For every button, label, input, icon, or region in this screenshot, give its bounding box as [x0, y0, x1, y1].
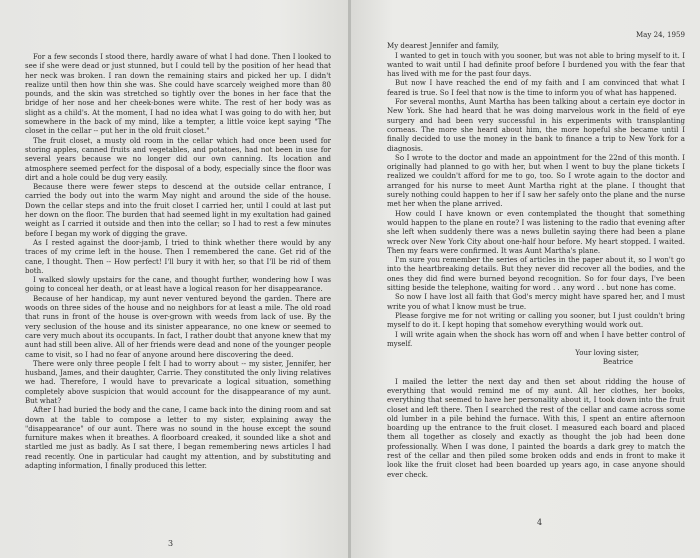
- paragraph: As I rested against the door-jamb, I tried to think whether there would by any traces of my crime left in the house. Then I remembered the cane. Get rid of the cane, I thought. Then -- How perfect! I'll bury it with her, so that I'll be rid of them both.: [25, 237, 331, 275]
- letter-paragraph: I will write again when the shock has worn off and when I have better control of myself.: [387, 329, 685, 348]
- letter-paragraph: How could I have known or even contemplated the thought that something would happen to the plane en route? I was listening to the radio that evening after she left when suddenly there was a news bulletin saying there had been a plane wreck over New York City about one-half hour before. My heart stopped. I waited. Then my fears were confirmed. It was Aunt Martha's plane.: [387, 208, 685, 255]
- letter-date: May 24, 1959: [635, 30, 685, 39]
- paragraph: Because of her handicap, my aunt never ventured beyond the garden. There are woods on three sides of the house and no neighbors for at least a mile. The old road that runs in front of the house is over-grown with weeds from lack of use. By the very seclusion of the house and its sinister appearance, no one knew or seemed to care very much about its occupants. In fact, I rather doubt that anyone knew that my aunt had still been alive. All of her friends were dead and none of the younger people came to visit, so I had no fear of anyone around here discovering the deed.: [25, 293, 331, 359]
- paragraph: The fruit closet, a musty old room in the cellar which had once been used for storing apples, canned fruits and vegetables, and potatoes, had not been in use for several years because we no longer did our own canning. Its location and atmosphere seemed perfect for the disposal of a body, especially since the floor was dirt and a hole could be dug very easily.: [25, 135, 331, 182]
- paragraph: After I had buried the body and the cane, I came back into the dining room and sat down at the table to compose a letter to my sister, explaining away the "disappearance" of our aunt. There was no sound in the house except the sound furniture makes when it breathes. A floorboard creaked, it sounded like a shot and startled me just as badly. As I sat there, I began remembering news articles I had read recently. One in particular had caught my attention, and by substituting and adapting information, I finally produced this letter.: [25, 405, 331, 471]
- left-page: [0, 0, 349, 558]
- letter-paragraph: So I wrote to the doctor and made an appointment for the 22nd of this month. I originally had planned to go with her, but when I went to buy the plane tickets I realized we couldn't afford for me to go, too. So I wrote again to the doctor and arranged for his nurse to meet Aunt Martha right at the plane. I thought that surely nothing could happen to her if I saw her safely onto the plane and the nurse met her when the plane arrived.: [387, 152, 685, 209]
- letter-closing: Your loving sister,: [575, 348, 639, 358]
- paragraph: I mailed the letter the next day and then set about ridding the house of everything that would remind me of my aunt. All her clothes, her books, everything that seemed to have her personality about it, I took down into the fruit closet and left there. Then I searched the rest of the cellar and came across some old lumber in a pile behind the furnace. With this, I spent an entire afternoon boarding up the entrance to the fruit closet. I measured each board and placed them all together as closely and exactly as thought the job had been done professionally. When I was done, I painted the boards a dark grey to match the rest of the cellar and then piled some broken odds and ends in front to make it look like the fruit closet had been boarded up years ago, in case anyone should ever check.: [387, 376, 685, 479]
- paragraph: Because there were fewer steps to descend at the outside cellar entrance, I carried the body out into the warm May night and around the side of the house. Down the cellar steps and into the fruit closet I carried her, until I could at last put her down on the floor. The burden that had seemed light in my exultation had gained weight as I carried it outside and then into the cellar; so I had to rest a few minutes before I began my work of digging the grave.: [25, 182, 331, 238]
- letter-paragraph: I'm sure you remember the series of articles in the paper about it, so I won't go into the heartbreaking details. But they never did recover all the bodies, and the ones they did find were burned beyond recognition. So for four days, I've been sitting beside the telephone, waiting for word . . any word . . but none has come.: [387, 255, 685, 293]
- letter-paragraph: So now I have lost all faith that God's mercy might have spared her, and I must write you of what I know must be true.: [387, 292, 685, 311]
- right-page: [351, 0, 700, 558]
- paragraph: I walked slowly upstairs for the cane, and thought further, wondering how I was going to conceal her death, or at least have a logical reason for her disappearance.: [25, 275, 331, 294]
- left-page-text: [25, 52, 331, 470]
- letter-paragraph: I wanted to get in touch with you sooner, but was not able to bring myself to it. I wanted to wait until I had definite proof before I burdened you with the fear that has lived with me for the past four days.: [387, 50, 685, 79]
- letter-paragraph: For several months, Aunt Martha has been talking about a certain eye doctor in New York. She had heard that he was doing marvelous work in the field of eye surgery and had been very successful in his experiments with transplanting corneas. The more she heard about him, the more hopeful she became until I finally decided to use the money in the bank to finance a trip to New York for a diagnosis.: [387, 97, 685, 153]
- letter-paragraph: But now I have reached the end of my faith and I am convinced that what I feared is true. So I feel that now is the time to inform you of what has happened.: [387, 78, 685, 97]
- letter-signature: Beatrice: [602, 357, 633, 367]
- page-number-right: 4: [537, 518, 543, 527]
- letter-salutation: My dearest Jennifer and family,: [387, 41, 500, 51]
- paragraph: For a few seconds I stood there, hardly aware of what I had done. Then I looked to see if she were dead or just stunned, but I could tell by the position of her head that her neck was broken. I ran down the remaining stairs and picked her up. I didn't realize until then how thin she was. She could have scarcely weighed more than 80 pounds, and the skin was stretched so tightly over the bones in her face that the bridge of her nose and her cheek-bones were white. The rest of her body was as slight as a child's. At the moment, I had no idea what I was going to do with her, but somewhere in the back of my mind, like a tempter, a little voice kept saying "The closet in the cellar -- put her in the old fruit closet.": [25, 52, 331, 136]
- letter-paragraph: Please forgive me for not writing or calling you sooner, but I just couldn't bring myself to do it. I kept hoping that somehow everything would work out.: [387, 310, 685, 330]
- page-number-left: 3: [168, 539, 174, 548]
- right-page-text: [387, 30, 685, 479]
- paragraph: There were only three people I felt I had to worry about -- my sister, Jennifer, her husband, James, and their daughter, Carrie. They constituted the only living relatives we had. Therefore, I would have to prevaricate a logical situation, something completely above suspicion that would account for the disappearance of my aunt. But what?: [25, 358, 331, 405]
